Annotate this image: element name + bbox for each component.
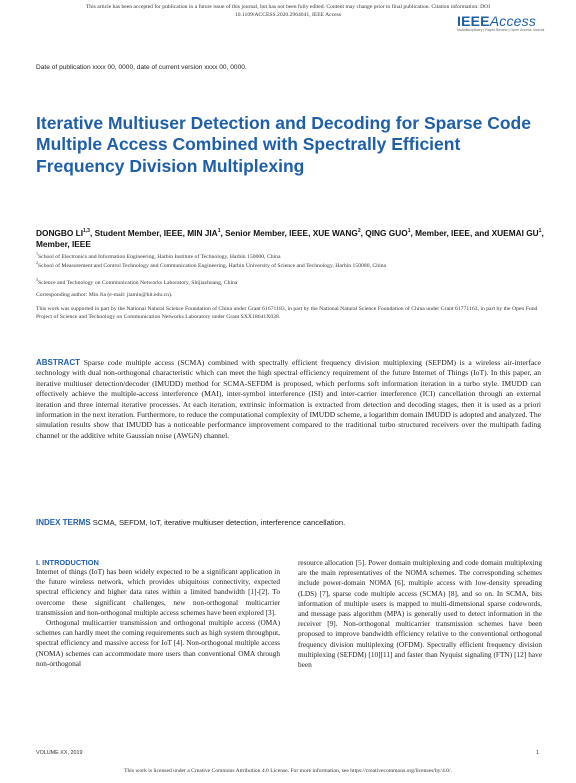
index-terms: [36, 518, 541, 527]
page-number: 1: [536, 750, 539, 756]
abstract-text: Sparse code multiple access (SCMA) combined with spectrally efficient frequency division multiplexing (SEFDM) is a wireless air-interface technology with dual non-orthogonal characteristic which can meet the high spectral efficiency requirement of the future Internet of Things (IoT). In this paper, an iterative multiuser detection/decoder (IMUDD) method for SCMA-SEFDM is proposed, which performs soft information iteration in a turbo style. IMUDD can effectively achieve the multiple-access interference (MAI), inter-symbol interference (ISI) and inter-carrier interference (ICI) cancellation through an external iteration and three internal iterative processes. At each iteration, extrinsic information is extracted from detection and decoding stages, then it is used as a priori information in the next iteration. Furthermore, to reduce the computational complexity of IMUDD scheme, a logarithm domain IMUDD is adopted and analyzed. The simulation results show that IMUDD has a noticeable performance improvement compared to the traditional turbo structured receivers over the multipath fading channel or the additive white Gaussian noise (AWGN) channel.: [36, 358, 542, 440]
author-name: MIN JIA: [187, 227, 218, 238]
publication-notice: This article has been accepted for publication in a future issue of this journal, but has not been fully edited. Content may change prior to final publication. Citation information: DOI: [85, 4, 491, 10]
left-column: [36, 567, 280, 669]
logo-access-text: Access: [489, 13, 537, 29]
author-suffix: , Student Member, IEEE,: [89, 227, 188, 238]
author-suffix: , Member, IEEE: [36, 227, 544, 249]
author-name: XUEMAI GU: [491, 227, 539, 238]
affiliation-2: [36, 259, 546, 270]
author-affiliation-mark: 1: [538, 228, 542, 234]
license-notice: This work is licensed under a Creative Commons Attribution 4.0 License. For more information, see https://creativecommons.org/licenses/by/4.0/.: [124, 768, 452, 774]
intro-paragraph-2: Orthogonal multicarrier transmission and orthogonal multiple access (OMA) schemes can hardly meet the coming requirements such as high system throughput, spectral efficiency and massive access for IoT [4]. Non-orthogonal multiple access (NOMA) schemes can accommodate more users than conventional OMA through non-orthogonal: [36, 618, 280, 668]
corresponding-author: Corresponding author: Min Jia (e-mail: jiamin@hit.edu.cn).: [36, 292, 173, 298]
funding-statement: This work was supported in part by the National Natural Science Foundation of China under Grant 61671183, in part by the National Natural Science Foundation of China under Grant 61771163, in part by the Open Fund Project of Science and Technology on Communication Networks Laboratory under Grant SXX18641X028.: [36, 306, 538, 320]
affiliation-3: [36, 276, 546, 287]
index-terms-label: INDEX TERMS: [36, 518, 91, 527]
affiliation-text: School of Electronics and Information Engineering, Harbin Institute of Technology, Harbin 150000, China: [38, 253, 281, 260]
section-heading-introduction: I. INTRODUCTION: [36, 558, 99, 567]
publication-date: Date of publication xxxx 00, 0000, date of current version xxxx 00, 0000.: [36, 64, 247, 71]
author-name: XUE WANG: [312, 227, 358, 238]
right-column: resource allocation [5]. Power domain multiplexing and code domain multiplexing are the main representatives of the NOMA schemes. The corresponding schemes include power-domain NOMA [6], multiple access with low-density spreading (LDS) [7], sparse code multiple access (SCMA) [8], and so on. In SCMA, bits information of multiple users is mapped to multi-dimensional sparse codewords, and message pass algorithm (MPA) is generally used to detect information in the receiver [9]. Non-orthogonal multicarrier transmission schemes have been proposed to improve bandwidth efficiency relative to the conventional orthogonal frequency division multiplexing (OFDM). Spectrally efficient frequency division multiplexing (SEFDM) [10][11] and faster than Nyquist signaling (FTN) [12] have been: [298, 558, 542, 670]
ieee-access-logo: [457, 13, 557, 32]
author-affiliation-mark: 1: [407, 228, 411, 234]
author-affiliation-mark: 1,3: [83, 228, 90, 234]
affiliation-mark: 1: [36, 251, 38, 256]
author-list: [36, 226, 546, 250]
intro-paragraph-1: Internet of things (IoT) has been widely expected to be a significant application in the future wireless network, which provides ubiquitous connectivity, expected spectral efficiency and higher data rates within a limited bandwidth [1]-[2]. To overcome these significant challenges, new non-orthogonal multicarrier transmission and non-orthogonal multiple access schemes have been explored [3].: [36, 567, 280, 617]
abstract: [36, 358, 541, 441]
abstract-label: ABSTRACT: [36, 358, 80, 367]
affiliation-mark: 2: [36, 260, 38, 265]
volume-label: VOLUME XX, 2019: [36, 750, 83, 756]
author-name: DONGBO LI: [36, 227, 84, 238]
author-suffix: , Senior Member, IEEE,: [220, 227, 313, 238]
affiliation-text: Science and Technology on Communication Networks Laboratory, Shijiazhuang, China: [38, 279, 238, 286]
author-suffix: , Member, IEEE, and: [410, 227, 492, 238]
doi-line: 10.1109/ACCESS.2020.2964041, IEEE Access: [234, 12, 342, 18]
author-affiliation-mark: 1: [217, 228, 221, 234]
index-terms-text: SCMA, SEFDM, IoT, iterative multiuser detection, interference cancellation.: [92, 518, 346, 527]
paper-title: Iterative Multiuser Detection and Decoding for Sparse Code Multiple Access Combined with Spectrally Efficient Frequency Division Multiplexing: [36, 113, 531, 176]
affiliation-mark: 3: [36, 277, 38, 282]
affiliation-text: School of Measurement and Control Technology and Communication Engineering, Harbin University of Science and Technology, Harbin 150080, China: [38, 262, 387, 269]
author-suffix: ,: [360, 227, 366, 238]
logo-ieee-text: IEEE: [457, 13, 490, 29]
author-name: QING GUO: [365, 227, 408, 238]
author-affiliation-mark: 2: [357, 228, 361, 234]
logo-tagline: Multidisciplinary | Rapid Review | Open Access Journal: [457, 28, 545, 32]
